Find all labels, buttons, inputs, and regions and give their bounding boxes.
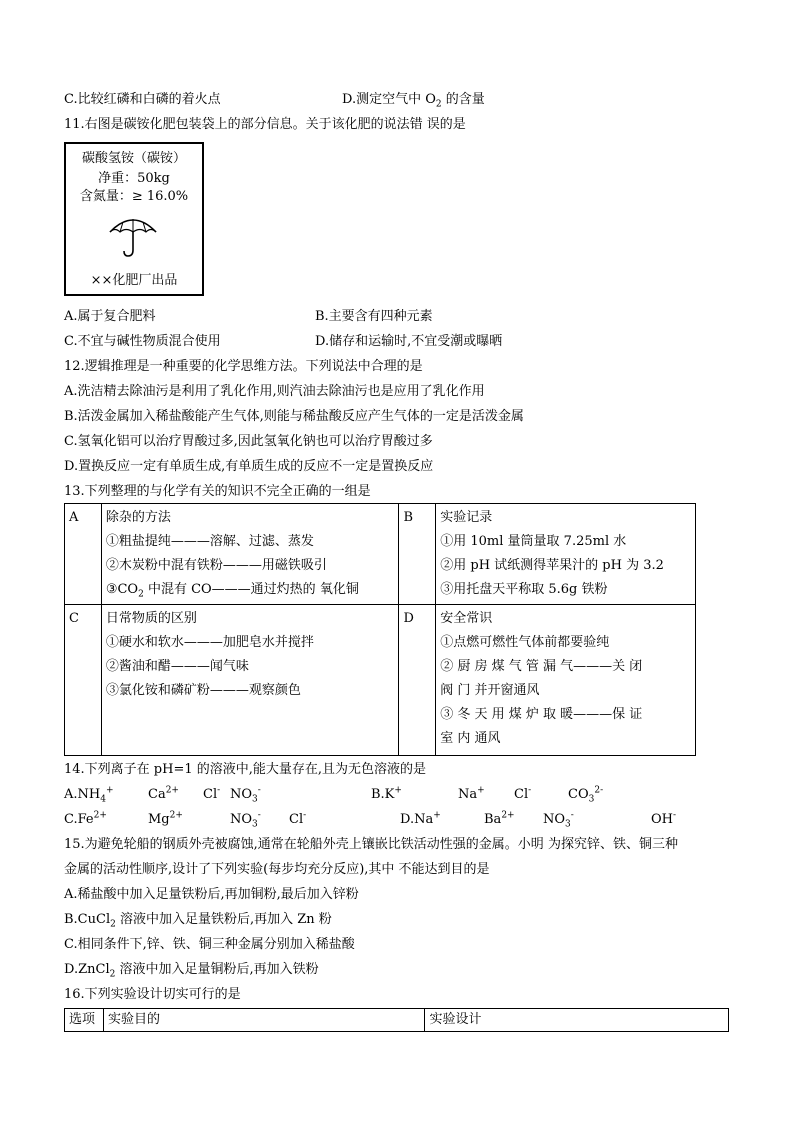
q13-b-item-1: ①用 10ml 量筒量取 7.25ml 水	[440, 534, 627, 549]
q14-c-fe-sup: 2+	[93, 810, 107, 821]
q13-b-title: 实验记录	[440, 510, 493, 525]
q13-d-cell	[436, 605, 696, 756]
q14-d-oh-sup: -	[673, 810, 677, 821]
q14-b-na	[458, 786, 485, 804]
q13-d-letter: D	[399, 605, 436, 756]
q14-d-no3-text: NO	[543, 812, 566, 827]
q14-option-d	[400, 811, 441, 829]
q14-b-cl	[514, 786, 531, 804]
q13-b-item-2: ②用 pH 试纸测得苹果汁的 pH 为 3.2	[440, 558, 664, 573]
q14-b-co3-sub: 3	[588, 794, 595, 805]
label-nitrogen: 含氮量：≥ 16.0%	[79, 189, 189, 204]
q14-a-no3-sup: -	[257, 785, 261, 796]
q14-c-cl-sup: -	[303, 810, 307, 821]
q15-option-b	[64, 911, 332, 929]
q16-table	[64, 1008, 729, 1032]
q14-d-ba	[484, 811, 515, 829]
q13-c-item-2: ②酱油和醋———闻气味	[105, 659, 249, 674]
table-row	[65, 504, 696, 605]
label-title: 碳酸氢铵（碳铵）	[81, 151, 186, 166]
q13-d-item-2-cont: 阀 门 并开窗通风	[440, 683, 540, 698]
q14-d-na: D.Na	[400, 812, 434, 827]
q14-b-na-text: Na	[458, 787, 478, 802]
q12-option-c: C.氢氧化铝可以治疗胃酸过多,因此氢氧化钠也可以治疗胃酸过多	[64, 434, 433, 449]
q14-c-no3-sub: 3	[252, 819, 258, 830]
q14-d-oh-text: OH	[651, 812, 673, 827]
table-row	[65, 1009, 729, 1032]
q13-a-item-3-text-end: 中混有 CO———通过灼热的 氧化铜	[143, 582, 359, 597]
q13-b-cell	[436, 504, 696, 605]
q14-a-nh4: A.NH	[64, 787, 101, 802]
q15-option-b-sub: 2	[110, 919, 116, 930]
q15-option-d-text: D.ZnCl	[64, 962, 110, 977]
q14-a-no3-sub: 3	[252, 794, 258, 805]
q13-c-item-3: ③氯化铵和磷矿粉———观察颜色	[105, 683, 301, 698]
q15-stem-line-2: 金属的活动性顺序,设计了下列实验(每步均充分反应),其中 不能达到目的是	[64, 862, 490, 877]
q16-header-option: 选项	[65, 1009, 104, 1032]
q13-b-item-3: ③用托盘天平称取 5.6g 铁粉	[440, 582, 608, 597]
q14-d-ba-sup: 2+	[501, 810, 515, 821]
q10-option-d-sub: 2	[435, 99, 442, 110]
q14-b-na-sup: +	[477, 785, 485, 796]
q14-c-no3-text: NO	[230, 812, 253, 827]
q12-option-d: D.置换反应一定有单质生成,有单质生成的反应不一定是置换反应	[64, 459, 434, 474]
q11-option-d: D.储存和运输时,不宜受潮或曝晒	[315, 334, 503, 349]
q14-a-no3-text: NO	[230, 787, 253, 802]
q14-b-k: B.K	[371, 787, 395, 802]
q13-b-letter: B	[399, 504, 436, 605]
label-weight: 净重：50kg	[98, 171, 170, 186]
q14-b-co3	[568, 786, 603, 804]
q14-a-cl-text: Cl	[203, 787, 218, 802]
q14-c-cl	[289, 811, 306, 829]
fertilizer-label	[64, 142, 204, 296]
q11-option-c: C.不宜与碱性物质混合使用	[64, 334, 221, 349]
q13-a-cell	[101, 504, 399, 605]
q13-d-item-2: ② 厨 房 煤 气 管 漏 气———关 闭	[440, 659, 643, 674]
q16-stem: 16.下列实验设计切实可行的是	[64, 987, 241, 1002]
q14-b-cl-sup: -	[528, 785, 532, 796]
q13-d-item-3: ③ 冬 天 用 煤 炉 取 暖———保 证	[440, 707, 643, 722]
q13-a-item-3-sub: 2	[138, 589, 144, 600]
q14-a-cl-sup: -	[217, 785, 221, 796]
table-row	[65, 605, 696, 756]
q14-a-no3	[230, 786, 261, 804]
q13-table	[64, 503, 696, 756]
q16-header-design: 实验设计	[425, 1009, 729, 1032]
q15-option-d	[64, 961, 319, 979]
q14-c-no3-sup: -	[257, 810, 261, 821]
q14-option-b	[371, 786, 402, 804]
q13-d-title: 安全常识	[440, 611, 493, 626]
q14-a-nh4-sup: +	[105, 785, 114, 796]
q15-option-d-sub: 2	[109, 969, 116, 980]
q15-option-b-text: B.CuCl	[64, 912, 111, 927]
q15-option-a: A.稀盐酸中加入足量铁粉后,再加铜粉,最后加入锌粉	[64, 887, 359, 902]
q13-a-item-3	[106, 578, 395, 602]
q10-option-c: C.比较红磷和白磷的着火点	[64, 92, 221, 107]
q13-a-letter: A	[65, 504, 102, 605]
q10-option-d-text-end: 的含量	[441, 92, 485, 107]
q15-option-d-text-end: 溶液中加入足量铜粉后,再加入铁粉	[115, 962, 319, 977]
q14-c-mg-text: Mg	[148, 812, 170, 827]
q14-stem: 14.下列离子在 pH=1 的溶液中,能大量存在,且为无色溶液的是	[64, 762, 427, 777]
q11-option-a: A.属于复合肥料	[64, 309, 156, 324]
q13-c-cell	[101, 605, 399, 756]
q13-c-title: 日常物质的区别	[105, 611, 197, 626]
q14-option-a	[64, 786, 114, 804]
q13-d-item-1: ①点燃可燃性气体前都要验纯	[440, 635, 610, 650]
q15-option-b-text-end: 溶液中加入足量铁粉后,再加入 Zn 粉	[115, 912, 332, 927]
q15-option-c: C.相同条件下,锌、铁、铜三种金属分别加入稀盐酸	[64, 937, 355, 952]
q14-c-cl-text: Cl	[289, 812, 304, 827]
q14-d-ba-text: Ba	[484, 812, 502, 827]
q15-stem-line-1: 15.为避免轮船的钢质外壳被腐蚀,通常在轮船外壳上镶嵌比铁活动性强的金属。小明 为探究锌、铁、铜三种	[64, 837, 678, 852]
label-maker: ××化肥厂出品	[90, 273, 178, 288]
q14-a-nh4-sub: 4	[100, 794, 106, 805]
q13-stem: 13.下列整理的与化学有关的知识不完全正确的一组是	[64, 484, 371, 499]
q14-a-ca-text: Ca	[148, 787, 166, 802]
umbrella-icon	[107, 210, 159, 260]
q16-header-purpose: 实验目的	[103, 1009, 424, 1032]
q10-option-d	[342, 91, 485, 109]
q13-a-title: 除杂的方法	[105, 510, 171, 525]
q14-c-no3	[230, 811, 261, 829]
q12-stem: 12.逻辑推理是一种重要的化学思维方法。下列说法中合理的是	[64, 359, 423, 374]
q14-b-cl-text: Cl	[514, 787, 529, 802]
q14-c-mg-sup: 2+	[169, 810, 183, 821]
q14-d-no3	[543, 811, 574, 829]
q14-d-no3-sub: 3	[565, 819, 571, 830]
q13-c-letter: C	[65, 605, 102, 756]
q11-stem: 11.右图是碳铵化肥包装袋上的部分信息。关于该化肥的说法错 误的是	[64, 117, 466, 132]
q14-d-no3-sup: -	[570, 810, 574, 821]
q12-option-a: A.洗洁精去除油污是利用了乳化作用,则汽油去除油污也是应用了乳化作用	[64, 384, 485, 399]
q11-option-b: B.主要含有四种元素	[315, 309, 433, 324]
q13-d-item-3-cont: 室 内 通风	[440, 731, 501, 746]
q14-d-oh	[651, 811, 676, 829]
q13-a-item-1: ①粗盐提纯———溶解、过滤、蒸发	[105, 534, 314, 549]
q12-option-b: B.活泼金属加入稀盐酸能产生气体,则能与稀盐酸反应产生气体的一定是活泼金属	[64, 409, 524, 424]
q14-c-fe: C.Fe	[64, 812, 94, 827]
q14-a-ca-sup: 2+	[165, 785, 179, 796]
q14-option-c	[64, 811, 107, 829]
q14-b-co3-sup: 2-	[594, 785, 604, 796]
q13-a-item-3-text: ③CO	[105, 582, 139, 597]
q14-d-na-sup: +	[433, 810, 441, 821]
q14-b-co3-text: CO	[568, 787, 589, 802]
q10-option-d-text: D.测定空气中 O	[342, 92, 436, 107]
q14-b-k-sup: +	[394, 785, 402, 796]
q13-c-item-1: ①硬水和软水———加肥皂水并搅拌	[105, 635, 314, 650]
q14-a-cl	[203, 786, 220, 804]
q14-a-ca	[148, 786, 179, 804]
q14-c-mg	[148, 811, 183, 829]
q13-a-item-2: ②木炭粉中混有铁粉———用磁铁吸引	[105, 558, 327, 573]
